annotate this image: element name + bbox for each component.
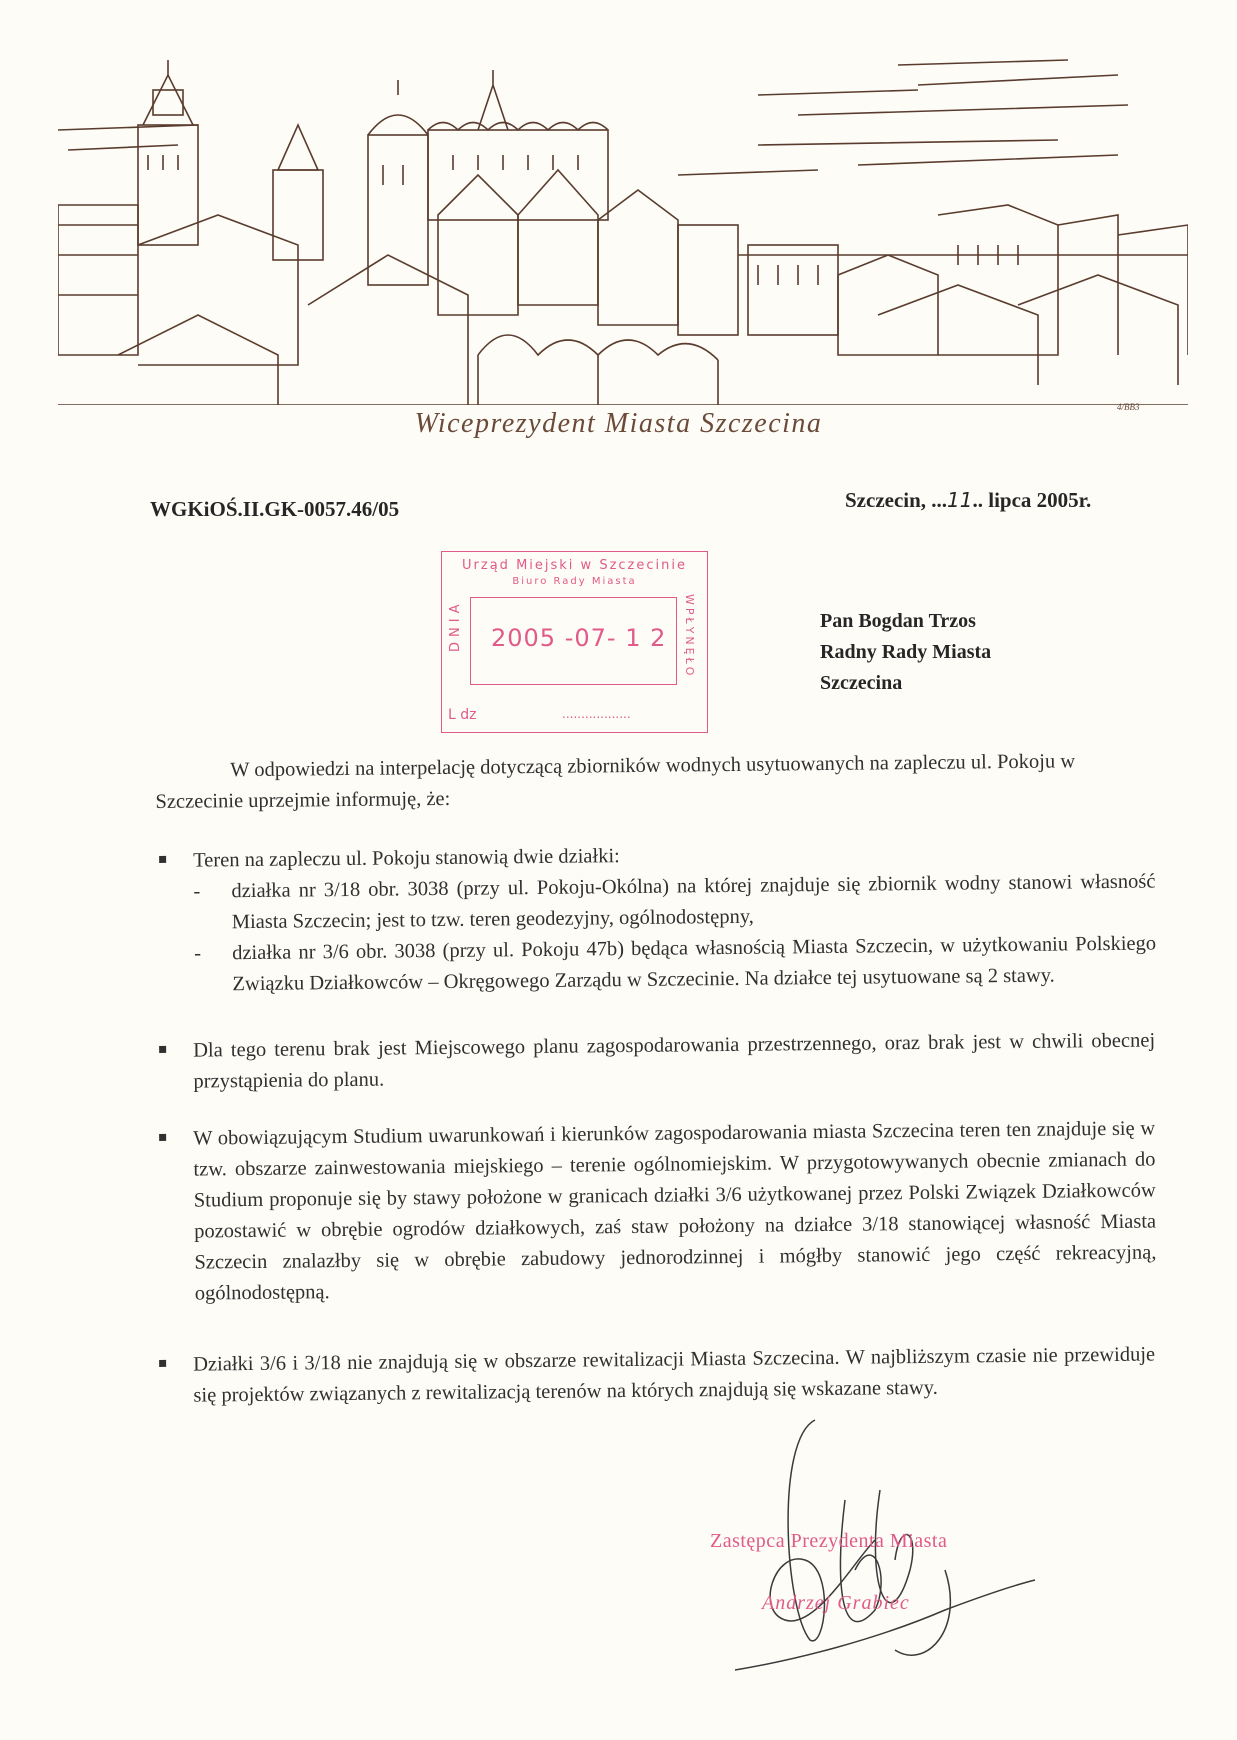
date-day: 11 xyxy=(947,488,973,512)
list-item-text: W obowiązującym Studium uwarunkowań i kierunków zagospodarowania miasta Szczecina teren ten znajduje się w tzw. obszarze zainwestowania miejskiego – terenie ogólnomiejskim. W przygotowywanych obecnie zmianach do Studium proponuje się by stawy położone w granicach działki 3/6 użytkowanej przez Polski Związek Działkowców pozostawić w obrębie ogrodów działkowych, zaś staw położony na działce 3/18 stanowiącej własność Miasta Szczecin znalazłby się w obrębie zabudowy jednorodzinnej i mógłby stanowić jego część rekreacyjną, ogólnodostępną. xyxy=(193,1117,1157,1305)
stamp-ldz-value: .................. xyxy=(562,707,631,721)
recipient-block xyxy=(820,606,991,699)
sub-item-text: działka nr 3/18 obr. 3038 (przy ul. Pokoju-Okólna) na której znajduje się zbiornik wodny stanowi własność Miasta Szczecin; jest to tzw. teren geodezyjny, ogólnodostępny, xyxy=(231,870,1156,934)
dash-icon: - xyxy=(194,942,202,965)
bullet-icon xyxy=(159,1134,166,1141)
list-item-text: Teren na zapleczu ul. Pokoju stanowią dwie działki: xyxy=(193,845,620,872)
city-skyline-illustration xyxy=(58,55,1188,405)
stamp-office: Urząd Miejski w Szczecinie xyxy=(462,558,687,573)
artist-signature: 4/BB3 xyxy=(1117,402,1140,412)
stamp-department: Biuro Rady Miasta xyxy=(512,576,637,587)
stamp-received-label: WPŁYNĘŁO xyxy=(683,594,696,679)
signer-name: Andrzej Grabiec xyxy=(762,1592,910,1614)
bullet-icon xyxy=(159,1046,166,1053)
dash-icon: - xyxy=(193,880,201,903)
bullet-icon xyxy=(159,1360,166,1367)
stamp-ldz-label: L dz xyxy=(448,707,477,723)
recipient-city: Szczecina xyxy=(820,672,903,694)
list-item-revitalization xyxy=(155,1340,1156,1412)
recipient-name: Pan Bogdan Trzos xyxy=(820,610,976,632)
date-suffix: .. lipca 2005r. xyxy=(972,488,1092,512)
received-stamp xyxy=(441,551,708,733)
list-item-plots xyxy=(155,836,1157,1001)
reference-number: WGKiOŚ.II.GK-0057.46/05 xyxy=(150,497,400,521)
stamp-dnia-label: DNIA xyxy=(448,599,463,652)
stamp-date-box xyxy=(470,597,677,685)
intro-paragraph: W odpowiedzi na interpelację dotyczącą zbiorników wodnych usytuowanych na zapleczu ul. Pokoju w Szczecinie uprzejmie informuję, że: xyxy=(155,750,1076,813)
letter-date xyxy=(845,488,1091,513)
stamp-date: 2005 -07- 1 2 xyxy=(491,624,667,652)
sub-item-plot-3-18 xyxy=(193,867,1156,939)
date-prefix: Szczecin, ... xyxy=(845,488,948,512)
list-item-text: Działki 3/6 i 3/18 nie znajdują się w obszarze rewitalizacji Miasta Szczecina. W najbliższym czasie nie przewiduje się projektów związanych z rewitalizacją terenów na których znajdują się wskazane stawy. xyxy=(193,1343,1156,1407)
signer-title: Zastępca Prezydenta Miasta xyxy=(710,1530,948,1552)
issuer-title: Wiceprezydent Miasta Szczecina xyxy=(414,408,823,439)
sub-item-plot-3-6 xyxy=(194,929,1157,1001)
list-item-study xyxy=(155,1114,1157,1310)
list-item-local-plan xyxy=(155,1026,1156,1098)
bullet-icon xyxy=(159,856,166,863)
list-item-text: Dla tego terenu brak jest Miejscowego planu zagospodarowania przestrzennego, oraz brak jest w chwili obecnej przystąpienia do planu. xyxy=(193,1029,1156,1093)
recipient-role: Radny Rady Miasta xyxy=(820,641,992,663)
sub-item-text: działka nr 3/6 obr. 3038 (przy ul. Pokoju 47b) będąca własnością Miasta Szczecin, w użytkowaniu Polskiego Związku Działkowców – Okręgowego Zarządu w Szczecinie. Na działce tej usytuowane są 2 stawy. xyxy=(232,932,1157,996)
